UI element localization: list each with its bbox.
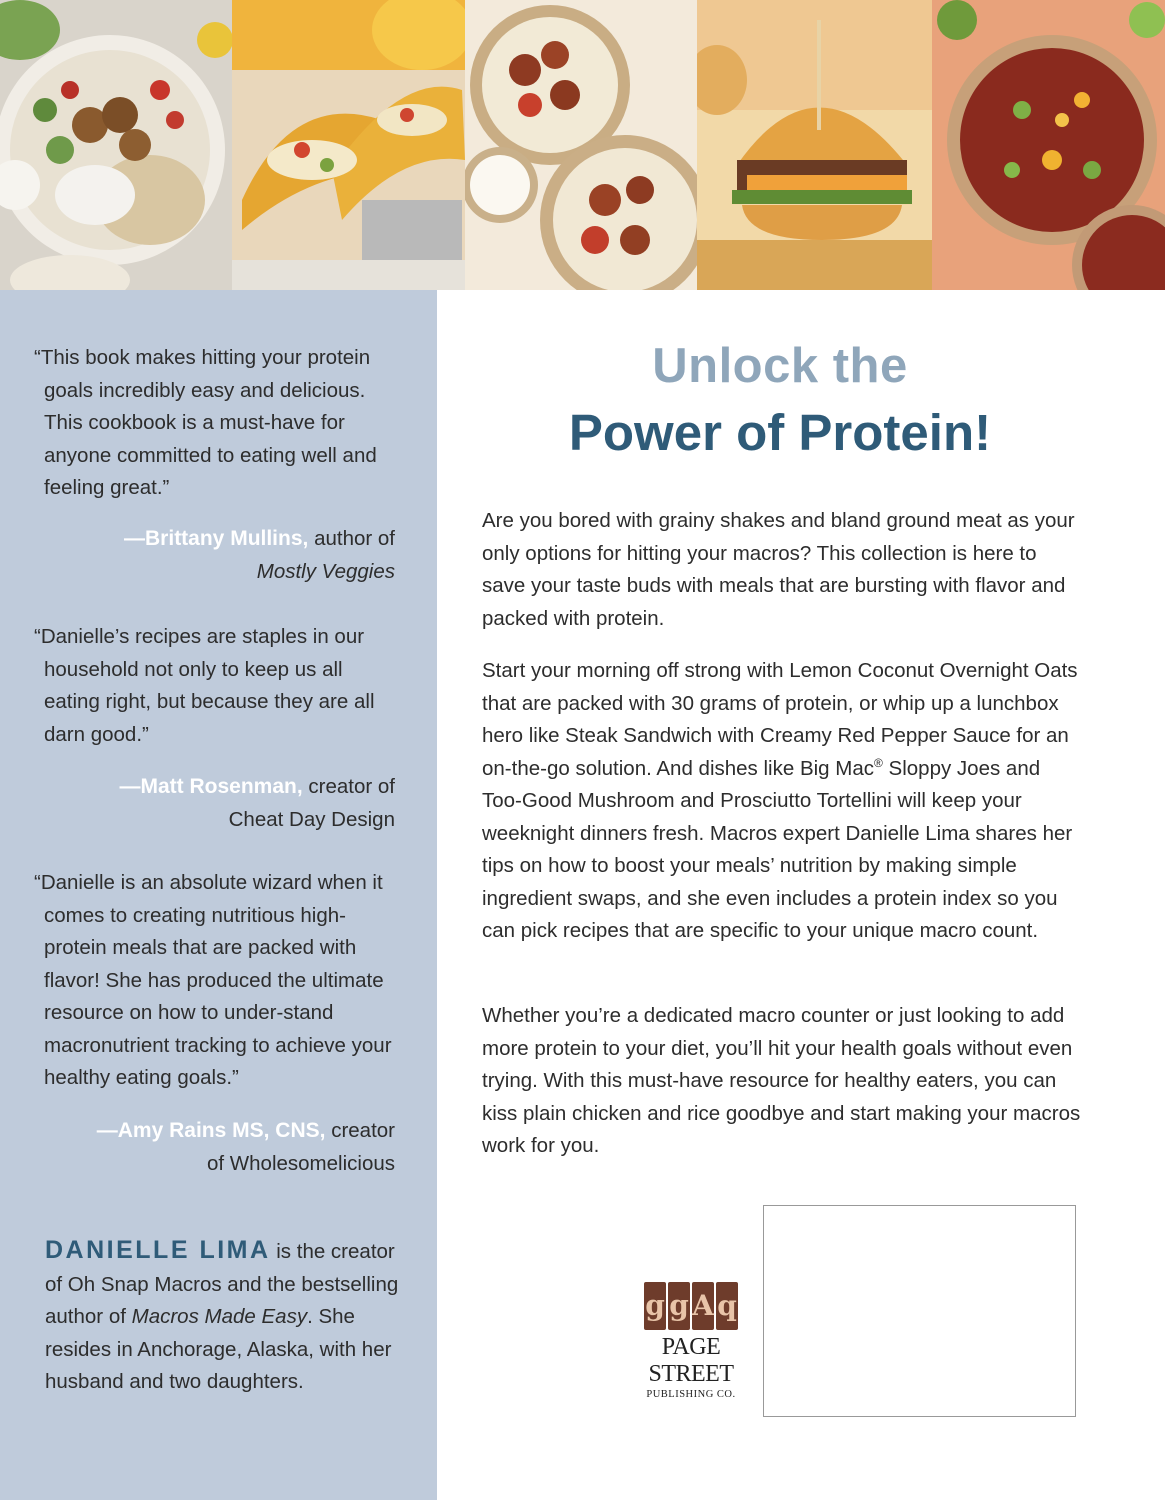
barcode-placeholder bbox=[763, 1205, 1076, 1417]
headline-line-2: Power of Protein! bbox=[568, 404, 992, 461]
quote-text: “Danielle’s recipes are staples in our household not only to keep us all eating right, but because they are all darn good.” bbox=[34, 625, 375, 746]
endorser-work: Mostly Veggies bbox=[256, 559, 395, 583]
chili-photo bbox=[932, 0, 1165, 290]
publisher-name: PAGE STREET bbox=[648, 1334, 734, 1387]
quote-text: “Danielle is an absolute wizard when it comes to creating nutritious high-protein meals that are packed with flavor! She has produced the ultimate resource on how to under-stand macronutrient tracking to achieve your healthy eating goals.” bbox=[34, 871, 392, 1089]
author-bio-text: is the creator of Oh Snap Macros and the bestselling author of bbox=[45, 1240, 399, 1328]
description-paragraph-1: Are you bored with grainy shakes and bland ground meat as your only options for hitting your macros? This collection is here to save your taste buds with meals that are bursting with flavor and packed with protein. bbox=[482, 509, 1075, 630]
taco-photo bbox=[232, 0, 465, 290]
author-name: DANIELLE LIMA bbox=[45, 1236, 271, 1264]
endorser-work: Cheat Day Design bbox=[228, 807, 395, 831]
burger-photo bbox=[697, 0, 932, 290]
publisher-logo bbox=[638, 1282, 744, 1417]
endorsement-quote-3 bbox=[34, 867, 399, 1095]
endorsement-quote-1 bbox=[34, 342, 399, 505]
description-paragraph-2 bbox=[482, 655, 1082, 948]
description-paragraph-3: Whether you’re a dedicated macro counter or just looking to add more protein to your diet, you’ll hit your health goals without even trying. With this must-have resource for healthy eaters, you can kiss plain chicken and rice goodbye and start making your macros work for you. bbox=[482, 1004, 1081, 1157]
endorser-work: of Wholesomelicious bbox=[207, 1151, 395, 1175]
letterpress-blocks-icon bbox=[638, 1282, 744, 1330]
endorser-name: —Matt Rosenman, bbox=[119, 775, 303, 798]
author-bio-text-2: . She resides in Anchorage, Alaska, with her husband and two daughters. bbox=[45, 1305, 392, 1393]
publisher-subtitle: PUBLISHING CO. bbox=[646, 1389, 736, 1400]
letterpress-block: g bbox=[668, 1282, 690, 1330]
letterpress-block: A bbox=[692, 1282, 714, 1330]
letterpress-block: q bbox=[716, 1282, 738, 1330]
endorsement-quote-2 bbox=[34, 621, 399, 751]
quote-text: “This book makes hitting your protein goals incredibly easy and delicious. This cookbook is a must-have for anyone committed to eating well and feeling great.” bbox=[34, 346, 377, 499]
endorsement-attribution-2 bbox=[25, 771, 395, 836]
registered-mark: ® bbox=[874, 755, 883, 770]
endorser-name: —Amy Rains MS, CNS, bbox=[96, 1119, 326, 1142]
sausage-mash-photo bbox=[465, 0, 697, 290]
author-bio bbox=[45, 1234, 415, 1399]
endorser-name: —Brittany Mullins, bbox=[124, 527, 309, 550]
paragraph-text-2: Sloppy Joes and Too-Good Mushroom and Prosciutto Tortellini will keep your weeknight dinners fresh. Macros expert Danielle Lima shares her tips on how to boost your meals’ nutrition by making simple ingredient swaps, and she even includes a protein index so you can pick recipes that are specific to your unique macro count. bbox=[482, 756, 1073, 942]
endorser-role: creator of bbox=[308, 775, 395, 798]
paragraph-text: Start your morning off strong with Lemon Coconut Overnight Oats that are packed with 30 grams of protein, or whip up a lunchbox hero like Steak Sandwich with Creamy Red Pepper Sauce for an on-the-go solution. And dishes like Big Mac bbox=[482, 659, 1078, 780]
headline-line-1: Unlock the bbox=[652, 339, 908, 393]
endorser-role: author of bbox=[314, 527, 395, 550]
falafel-bowl-photo bbox=[0, 0, 232, 290]
endorsement-attribution-3 bbox=[25, 1115, 395, 1180]
endorser-role: creator bbox=[331, 1119, 395, 1142]
food-photo-strip bbox=[0, 0, 1165, 290]
author-previous-book: Macros Made Easy bbox=[131, 1305, 308, 1328]
endorsements-panel bbox=[0, 290, 437, 1500]
endorsement-attribution-1 bbox=[25, 523, 395, 588]
letterpress-block: g bbox=[644, 1282, 666, 1330]
